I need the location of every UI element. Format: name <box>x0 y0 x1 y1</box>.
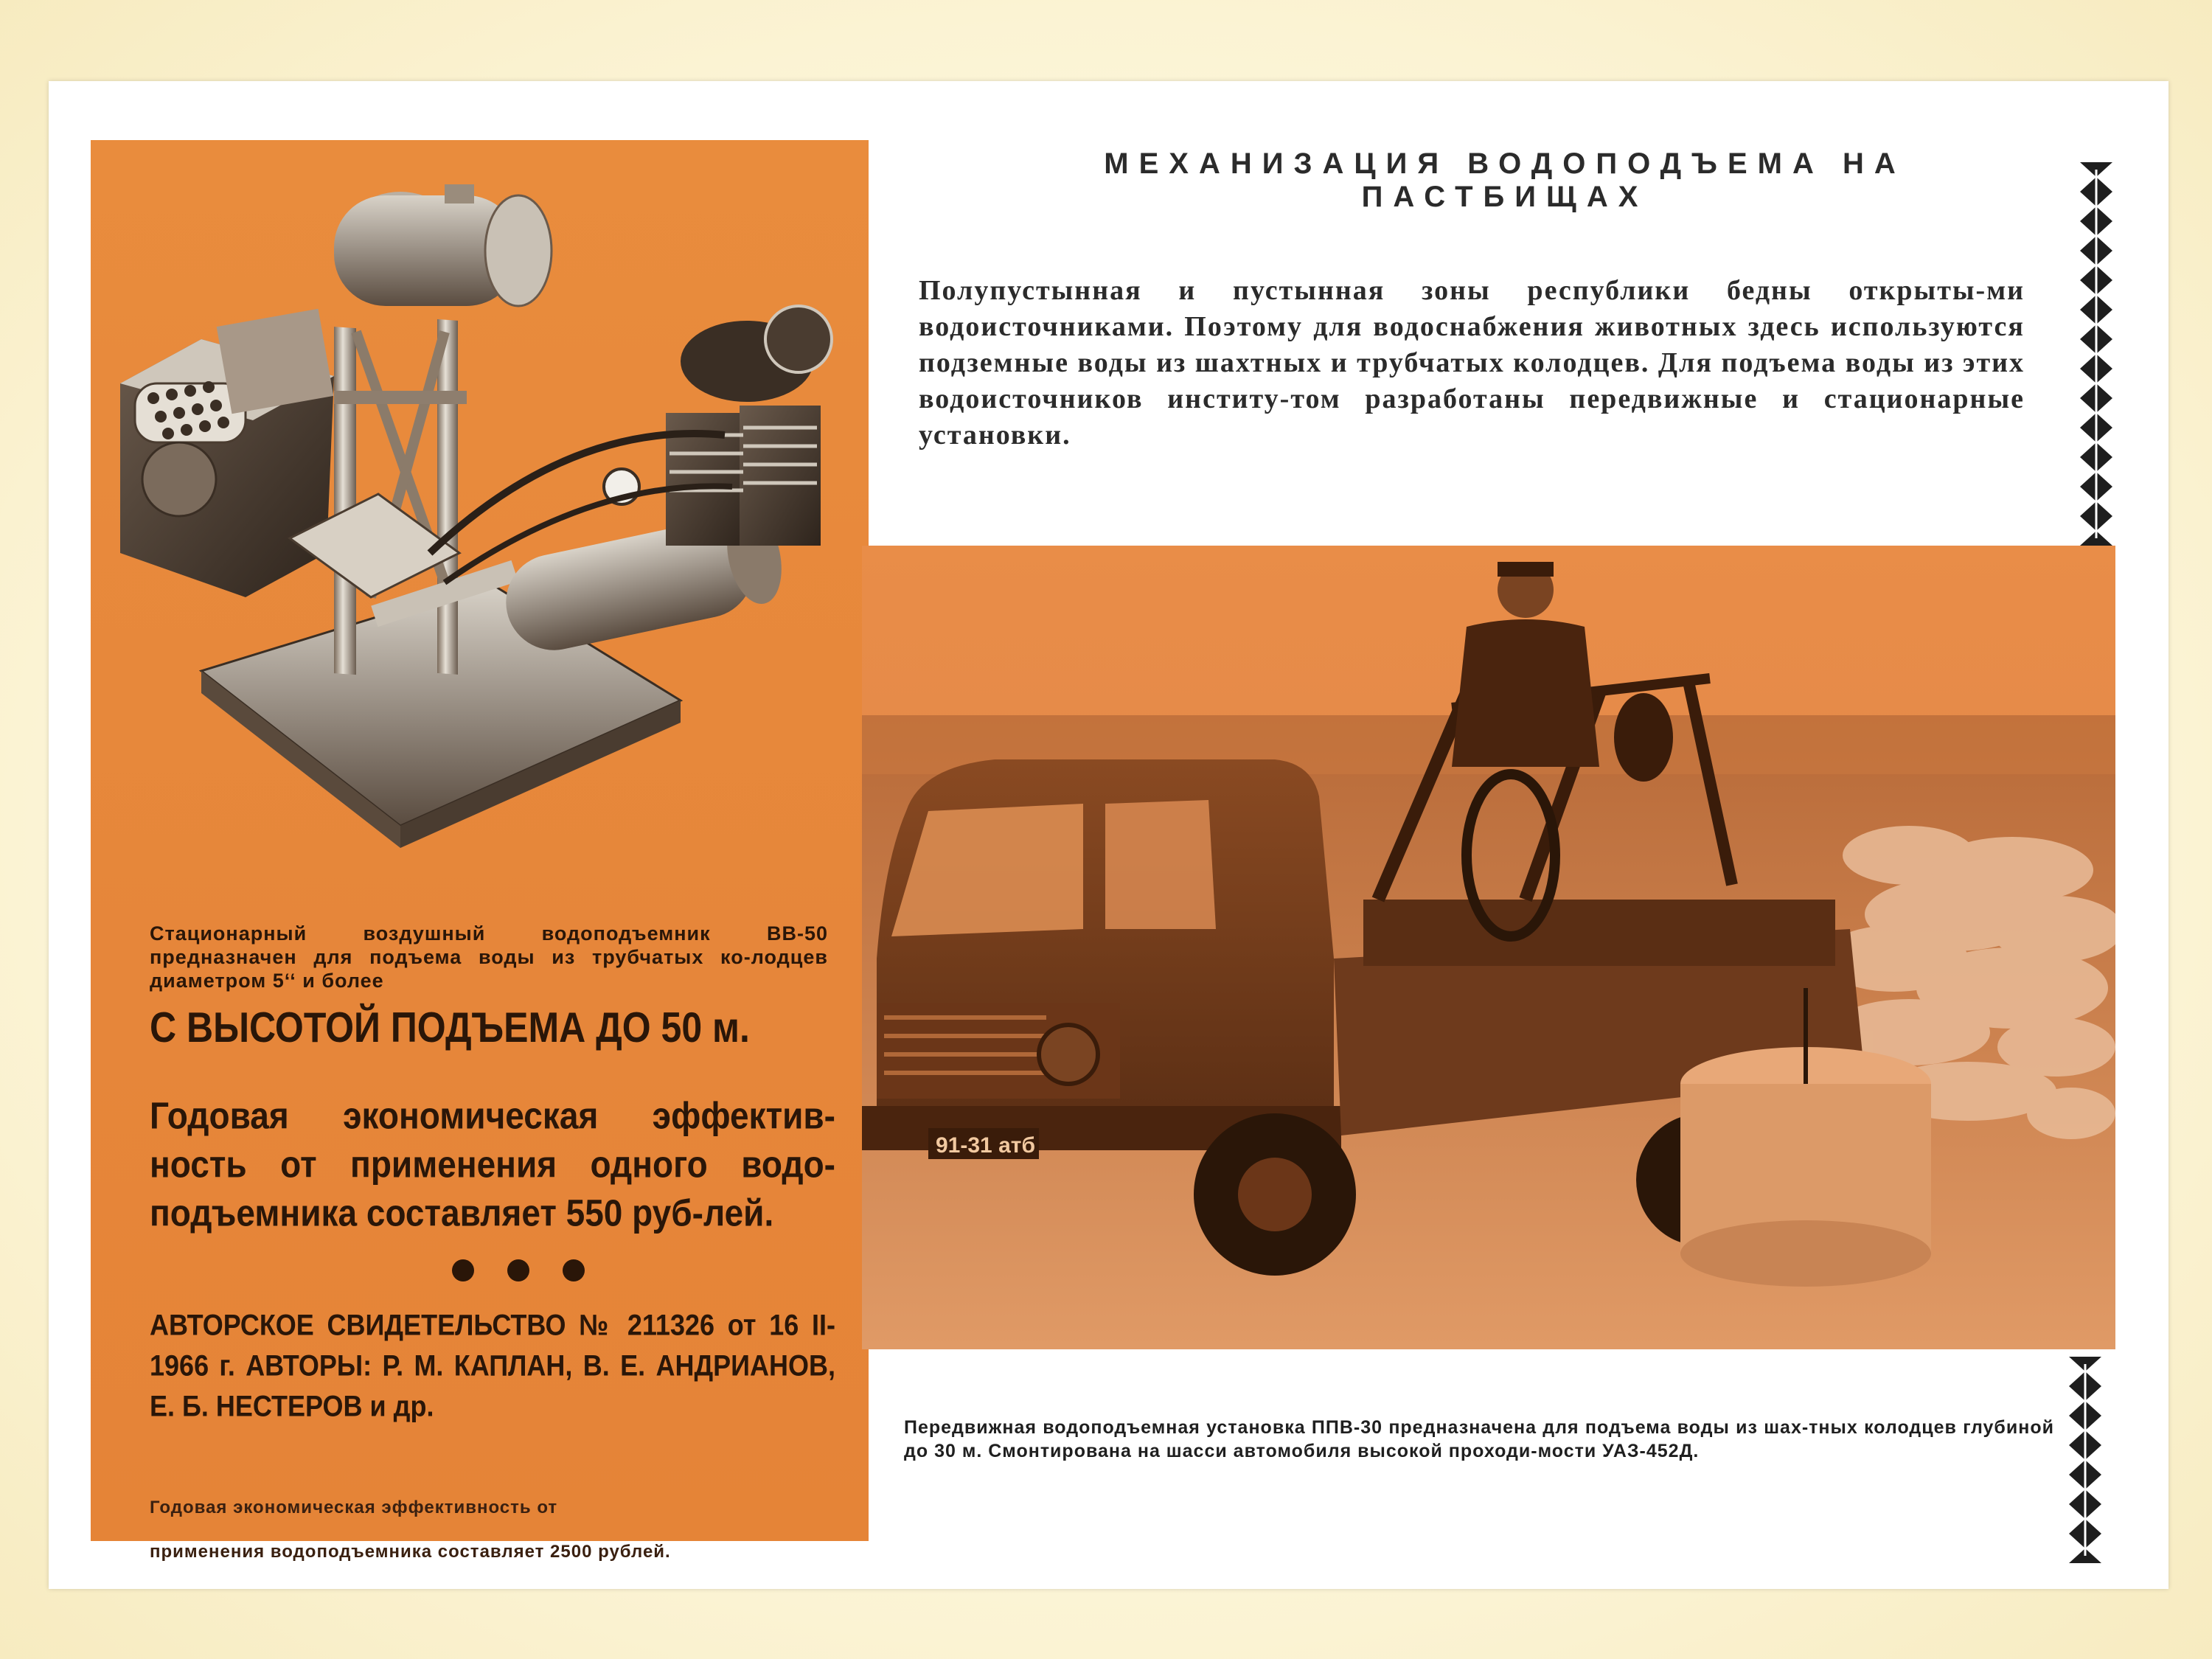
economic-effect-text: Годовая экономическая эффектив-ность от применения одного водо-подъемника составляет 550 руб-лей. <box>150 1094 835 1234</box>
intro-paragraph: Полупустынная и пустынная зоны республики бедны открыты-ми водоисточниками. Поэтому для водоснабжения животных здесь используются подземные воды из шахтных и трубчатых колодцев. Для подъема воды из этих водоисточников институ-том разработаны передвижные и стационарные установки. <box>919 275 2025 451</box>
ornament-border-icon <box>2065 1357 2105 1563</box>
plate-text: 91-31 атб <box>936 1133 1035 1158</box>
lift-height-heading: С ВЫСОТОЙ ПОДЪЕМА ДО 50 м. <box>150 1004 750 1051</box>
left-orange-panel <box>91 140 869 1562</box>
machine-caption: Стационарный воздушный водоподъемник ВВ-50 предназначен для подъема воды из трубчатых ко-лодцев диаметром 5‘‘ и более <box>150 922 828 992</box>
dot-icon <box>452 1259 474 1281</box>
page-title: МЕХАНИЗАЦИЯ ВОДОПОДЪЕМА НА ПАСТБИЩАХ <box>1104 147 1906 213</box>
dot-icon <box>507 1259 529 1281</box>
truck-photo-caption: Передвижная водоподъемная установка ППВ-30 предназначена для подъема воды из шах-тных колодцев глубиной до 30 м. Смонтирована на шасси автомобиля высокой проходи-мости УАЗ-452Д. <box>904 1417 2054 1461</box>
footer-line-1: Годовая экономическая эффективность от <box>150 1498 558 1517</box>
truck-photo <box>862 546 2115 1349</box>
footer-economic-note <box>150 1486 835 1574</box>
dot-icon <box>563 1259 585 1281</box>
ornament-border-icon <box>2076 162 2116 546</box>
footer-line-2: применения водоподъемника составляет 2500 рублей. <box>150 1542 671 1562</box>
bullet-dots <box>452 1259 599 1289</box>
machine-illustration <box>91 140 869 877</box>
author-certificate-text: АВТОРСКОЕ СВИДЕТЕЛЬСТВО № 211326 от 16 II-1966 г. АВТОРЫ: Р. М. КАПЛАН, В. Е. АНДРИАНОВ, Е. Б. НЕСТЕРОВ и др. <box>150 1308 835 1423</box>
page-sheet <box>49 81 2168 1589</box>
